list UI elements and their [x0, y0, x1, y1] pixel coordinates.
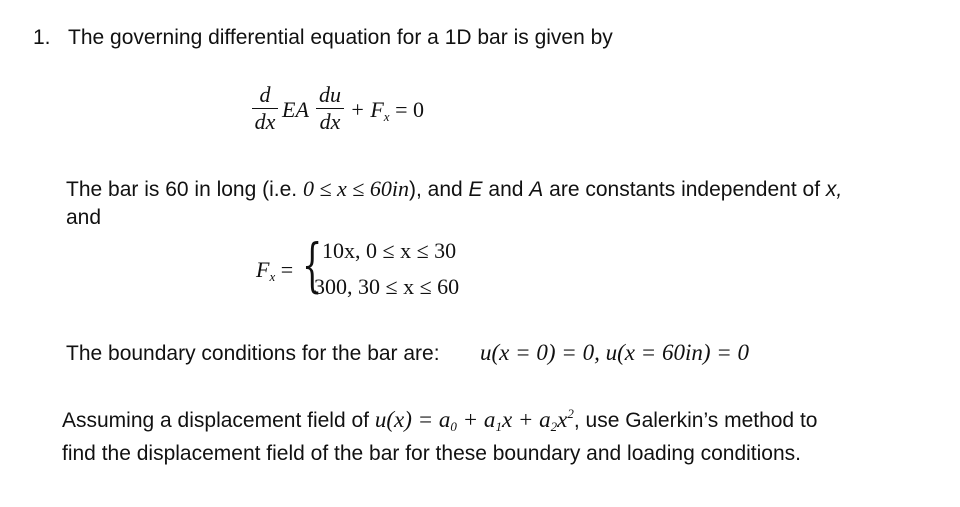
- intro-text: The governing differential equation for a 1D bar is given by: [68, 26, 613, 49]
- symbol-a: A: [529, 178, 544, 201]
- range-expression: 0 ≤ x ≤ 60in: [302, 176, 409, 201]
- bar-text-part1: The bar is 60 in long (i.e.: [66, 178, 298, 201]
- a1-sub: 1: [495, 419, 502, 434]
- bc-label: The boundary conditions for the bar are:: [66, 342, 440, 365]
- fraction-denominator: dx: [319, 109, 341, 134]
- load-case-2: 300, 30 ≤ x ≤ 60: [314, 274, 460, 299]
- plus-a1: + a: [456, 407, 496, 432]
- a0-sub: 0: [450, 419, 457, 434]
- assumption-part2: , use Galerkin’s method to: [573, 409, 818, 432]
- load-equals: =: [280, 257, 294, 282]
- load-f: F: [256, 257, 270, 282]
- symbol-e: E: [468, 178, 483, 201]
- bar-text-part3: are constants independent of: [549, 178, 821, 201]
- du-over-dx-fraction: [316, 84, 344, 133]
- displacement-field: [375, 407, 574, 432]
- left-brace: {: [302, 231, 323, 299]
- square-sup: 2: [567, 406, 574, 421]
- assumption-line2: find the displacement field of the bar for these boundary and loading conditions.: [62, 442, 801, 465]
- assumption-text: [62, 406, 817, 435]
- symbol-x: x,: [825, 178, 843, 201]
- load-subscript: x: [269, 269, 276, 284]
- bc-expression: u(x = 0) = 0, u(x = 60in) = 0: [480, 340, 750, 365]
- fraction-numerator: du: [319, 82, 341, 107]
- a2-sub: 2: [550, 419, 558, 434]
- u-expr: u(x) = a: [374, 407, 451, 432]
- bar-description: [66, 176, 842, 202]
- load-symbol: [256, 257, 293, 285]
- problem-number: 1.: [33, 26, 51, 49]
- ea-symbol: EA: [282, 97, 309, 122]
- bar-description-line2: and: [66, 206, 102, 229]
- equals-zero: = 0: [395, 97, 424, 122]
- force-term: [350, 97, 424, 125]
- force-symbol: + F: [350, 97, 384, 122]
- fraction-numerator: d: [259, 82, 271, 107]
- x-plus-a2: x + a: [501, 407, 551, 432]
- d-over-dx-fraction: [252, 84, 278, 133]
- bar-text-and: and: [488, 178, 524, 201]
- assumption-part1: Assuming a displacement field of: [62, 409, 369, 432]
- force-subscript: x: [383, 109, 390, 124]
- x-term: x: [557, 407, 568, 432]
- fraction-denominator: dx: [254, 109, 276, 134]
- bar-text-part2: ), and: [409, 178, 463, 201]
- load-case-1: 10x, 0 ≤ x ≤ 30: [322, 238, 457, 263]
